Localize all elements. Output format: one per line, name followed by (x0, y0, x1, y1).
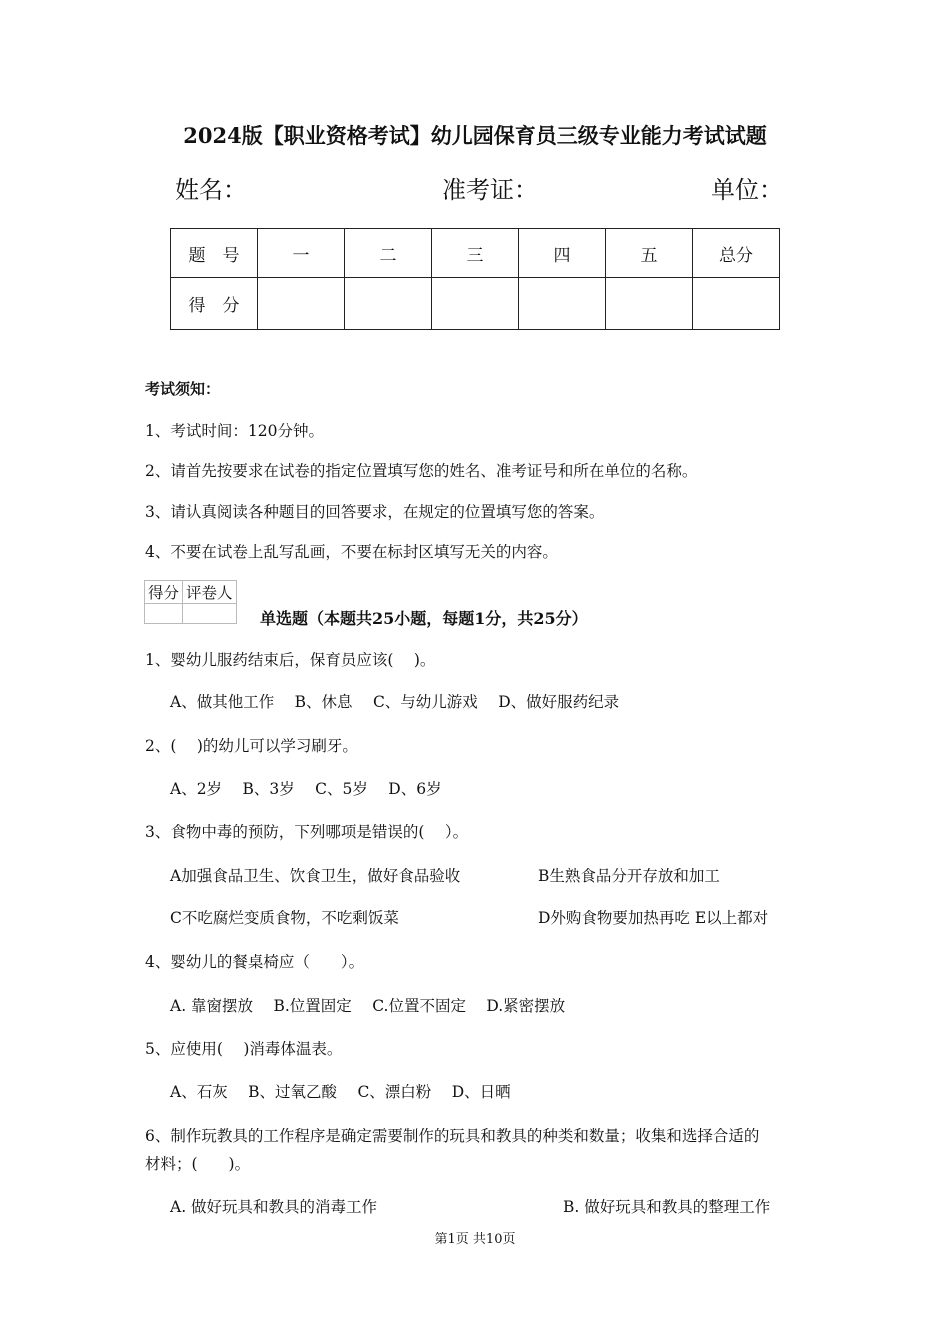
score-table-cell (693, 278, 780, 330)
score-table-cell: 五 (606, 229, 693, 278)
notice-item: 4、不要在试卷上乱写乱画，不要在标封区填写无关的内容。 (145, 543, 558, 561)
score-table (170, 228, 780, 330)
question-option: B. 做好玩具和教具的整理工作 (563, 1198, 771, 1216)
question-options: A、做其他工作 B、休息 C、与幼儿游戏 D、做好服药纪录 (170, 693, 620, 711)
question-text: 1、婴幼儿服药结束后，保育员应该( )。 (145, 651, 436, 669)
page-footer: 第1页 共10页 (434, 1232, 516, 1247)
score-table-cell (258, 278, 345, 330)
question-options: A、2岁 B、3岁 C、5岁 D、6岁 (170, 780, 442, 798)
question-options: A、石灰 B、过氧乙酸 C、漂白粉 D、日晒 (170, 1083, 511, 1101)
score-table-cell: 总分 (693, 229, 780, 278)
section-heading: 单选题（本题共25小题，每题1分，共25分） (260, 609, 588, 628)
score-table-cell: 得 分 (171, 278, 258, 330)
notice-item: 2、请首先按要求在试卷的指定位置填写您的姓名、准考证号和所在单位的名称。 (145, 462, 698, 480)
grader-score-label: 得分 (145, 581, 183, 604)
score-table-cell: 一 (258, 229, 345, 278)
question-options: A. 靠窗摆放 B.位置固定 C.位置不固定 D.紧密摆放 (170, 997, 566, 1015)
exam-id-field-label: 准考证： (442, 176, 538, 204)
grader-box (144, 580, 237, 624)
notice-heading: 考试须知： (145, 380, 221, 398)
score-table-cell: 二 (345, 229, 432, 278)
notice-item: 1、考试时间：120分钟。 (145, 422, 324, 440)
question-text: 3、食物中毒的预防，下列哪项是错误的( ）。 (145, 823, 469, 841)
score-table-cell: 四 (519, 229, 606, 278)
question-option: A加强食品卫生、饮食卫生，做好食品验收 (170, 867, 461, 885)
name-field-label: 姓名： (175, 176, 247, 204)
score-table-cell: 题 号 (171, 229, 258, 278)
page-title: 2024版【职业资格考试】幼儿园保育员三级专业能力考试试题 (183, 123, 767, 148)
unit-field-label: 单位： (711, 176, 783, 204)
grader-score-blank (145, 604, 183, 624)
score-table-score-row (171, 278, 780, 330)
question-text: 4、婴幼儿的餐桌椅应（ ）。 (145, 953, 365, 971)
grader-reviewer-blank (183, 604, 237, 624)
score-table-cell (432, 278, 519, 330)
score-table-cell: 三 (432, 229, 519, 278)
score-table-header-row (171, 229, 780, 278)
notice-item: 3、请认真阅读各种题目的回答要求，在规定的位置填写您的答案。 (145, 503, 605, 521)
question-option: B生熟食品分开存放和加工 (538, 867, 720, 885)
score-table-cell (345, 278, 432, 330)
question-option: D外购食物要加热再吃 E以上都对 (538, 909, 769, 927)
score-table-cell (606, 278, 693, 330)
question-option: A. 做好玩具和教具的消毒工作 (170, 1198, 378, 1216)
grader-reviewer-label: 评卷人 (183, 581, 237, 604)
question-option: C不吃腐烂变质食物，不吃剩饭菜 (170, 909, 399, 927)
question-text: 2、( )的幼儿可以学习刷牙。 (145, 737, 358, 755)
question-text: 材料；( )。 (145, 1155, 251, 1173)
question-text: 5、应使用( )消毒体温表。 (145, 1040, 343, 1058)
score-table-cell (519, 278, 606, 330)
question-text: 6、制作玩教具的工作程序是确定需要制作的玩具和教具的种类和数量；收集和选择合适的 (145, 1127, 760, 1145)
